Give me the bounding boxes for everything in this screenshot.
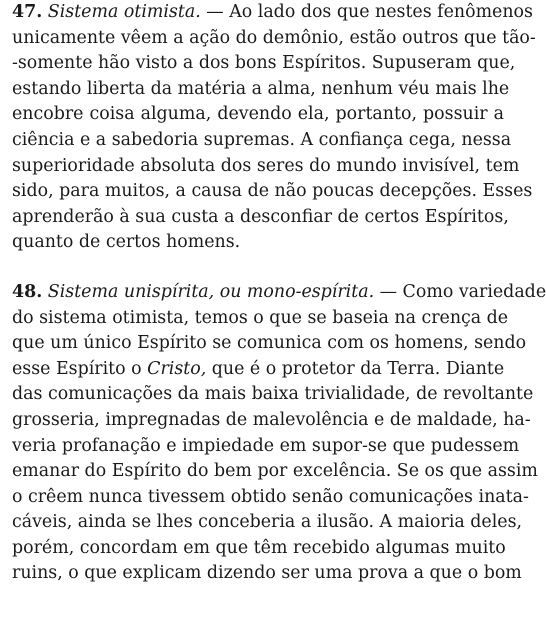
document-page <box>12 0 546 587</box>
text-line: encobre coisa alguma, devendo ela, portanto, possuir a <box>12 104 504 125</box>
paragraph-title: Sistema unispírita, ou mono-espírita. <box>47 281 375 302</box>
text-line: o crêem nunca tivessem obtido senão comunicações inata- <box>12 486 529 507</box>
text-line: ruins, o que explicam dizendo ser uma prova a que o bom <box>12 563 522 584</box>
text-line: cáveis, ainda se lhes conceberia a ilusão. A maioria deles, <box>12 512 523 533</box>
text-line: sido, para muitos, a causa de não poucas decepções. Esses <box>12 181 533 202</box>
text-line: das comunicações da mais baixa trivialidade, de revoltante <box>12 384 534 405</box>
text-line <box>12 280 546 306</box>
text-run: que é o protetor da Terra. Diante <box>206 358 505 379</box>
text-line <box>12 0 533 26</box>
italic-term: Cristo, <box>147 358 207 379</box>
text-line: ciência e a sabedoria supremas. A confiança cega, nessa <box>12 129 512 150</box>
text-line: aprenderão à sua custa a desconfiar de certos Espíritos, <box>12 206 509 227</box>
text-line: unicamente vêem a ação do demônio, estão outros que tão- <box>12 27 536 48</box>
text-line: estando liberta da matéria a alma, nenhum véu mais lhe <box>12 78 510 99</box>
paragraph-number: 48. <box>12 281 43 302</box>
paragraph-title: Sistema otimista. <box>47 2 201 22</box>
text-run: — Ao lado dos que nestes fenômenos <box>200 2 533 22</box>
text-line: que um único Espírito se comunica com os homens, sendo <box>12 333 527 354</box>
text-line: superioridade absoluta dos seres do mundo invisível, tem <box>12 155 520 176</box>
text-line: quanto de certos homens. <box>12 232 241 253</box>
text-line: porém, concordam em que têm recebido algumas muito <box>12 537 506 558</box>
text-run: — Como variedade <box>374 281 546 302</box>
text-run: esse Espírito o <box>12 358 148 379</box>
paragraph-number: 47. <box>12 2 43 22</box>
text-line: -somente hão visto a dos bons Espíritos. Supuseram que, <box>12 53 516 74</box>
paragraph-47 <box>12 0 536 256</box>
text-line: emanar do Espírito do bem por excelência. Se os que assim <box>12 461 538 482</box>
paragraph-48 <box>12 280 546 587</box>
text-line <box>12 357 504 383</box>
text-line: do sistema otimista, temos o que se baseia na crença de <box>12 307 509 328</box>
text-line: grosseria, impregnadas de malevolência e de maldade, ha- <box>12 409 531 430</box>
text-line: veria profanação e impiedade em supor-se que pudessem <box>12 435 520 456</box>
